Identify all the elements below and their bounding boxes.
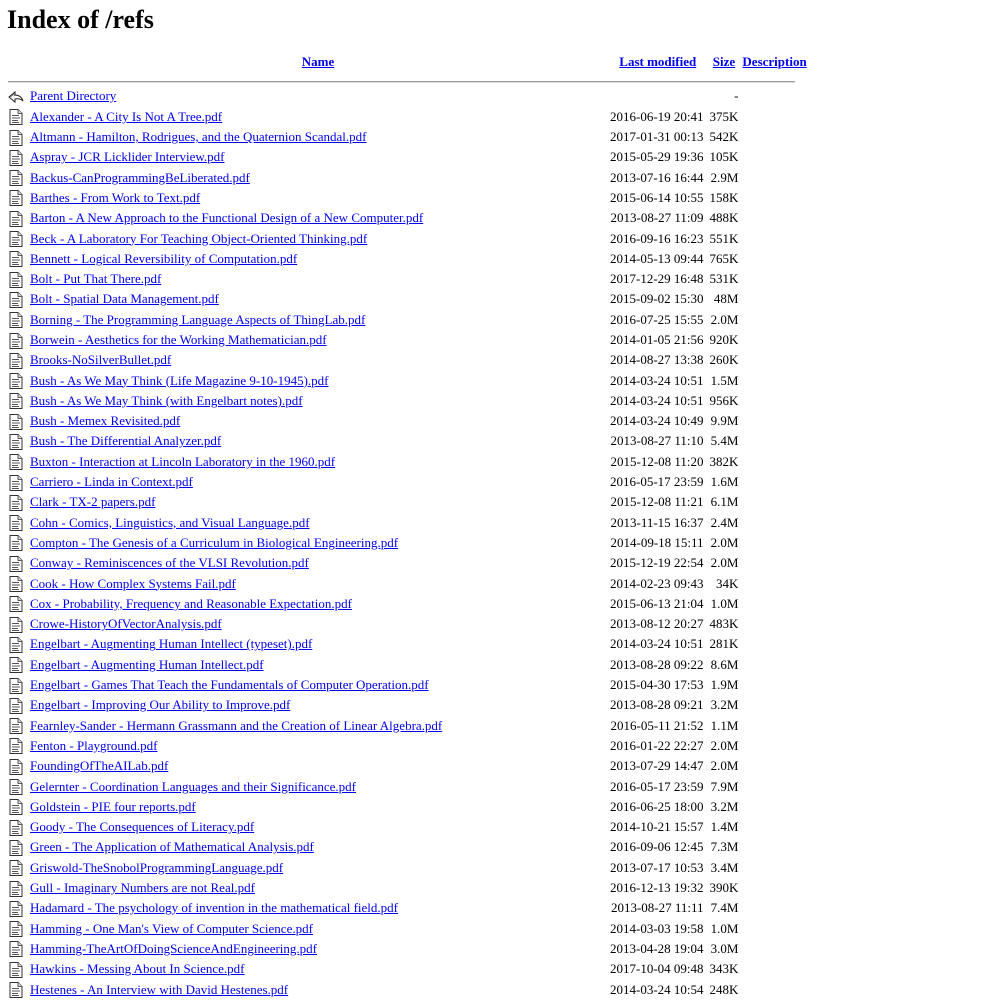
file-description [740, 370, 808, 390]
file-description [740, 736, 808, 756]
file-link[interactable]: Bush - As We May Think (with Engelbart notes).pdf [30, 392, 303, 408]
file-row [6, 837, 809, 857]
file-description [740, 695, 808, 715]
sort-by-modified-link[interactable]: Last modified [619, 54, 697, 70]
file-size: 920K [709, 332, 739, 347]
file-link[interactable]: Altmann - Hamilton, Rodrigues, and the Quaternion Scandal.pdf [30, 129, 367, 145]
file-size: 375K [709, 108, 739, 124]
file-row [6, 107, 809, 127]
file-description [740, 898, 808, 918]
document-icon [8, 211, 22, 227]
document-icon [8, 535, 22, 551]
document-icon [8, 576, 22, 592]
file-description [740, 411, 808, 431]
file-modified: 2016-09-16 16:23 [610, 230, 704, 246]
file-size: 1.0M [710, 595, 739, 611]
file-description [740, 391, 808, 411]
file-size: 3.2M [710, 798, 739, 814]
file-link[interactable]: Gull - Imaginary Numbers are not Real.pdf [30, 880, 255, 896]
file-modified: 2016-12-13 19:32 [610, 880, 704, 896]
file-description [740, 756, 808, 776]
file-row [6, 695, 809, 715]
description-column-header [740, 52, 808, 72]
file-row [6, 289, 809, 309]
file-size: 2.0M [710, 737, 739, 753]
file-size: 542K [709, 129, 739, 145]
file-row [6, 614, 809, 634]
file-row [6, 513, 809, 533]
document-icon [8, 251, 22, 267]
file-link[interactable]: Hadamard - The psychology of invention in the mathematical field.pdf [30, 900, 398, 916]
file-modified: 2015-12-19 22:54 [610, 555, 704, 571]
file-description [740, 208, 808, 228]
file-row [6, 858, 809, 878]
file-link[interactable]: Compton - The Genesis of a Curriculum in Biological Engineering.pdf [30, 534, 399, 550]
document-icon [8, 150, 22, 166]
file-link[interactable]: Hamming - One Man's View of Computer Science.pdf [30, 920, 313, 936]
file-modified: 2013-07-29 14:47 [610, 758, 704, 774]
file-size: 7.9M [710, 778, 739, 794]
document-icon [8, 840, 22, 856]
document-icon [8, 941, 22, 957]
file-link[interactable]: Green - The Application of Mathematical Analysis.pdf [30, 839, 314, 855]
file-description [740, 939, 808, 959]
file-modified: 2014-03-24 10:51 [610, 372, 704, 388]
document-icon [8, 678, 22, 694]
document-icon [8, 881, 22, 897]
file-row [6, 391, 809, 411]
file-size: 531K [709, 271, 739, 287]
document-icon [8, 393, 22, 409]
document-icon [8, 901, 22, 917]
file-description [740, 837, 808, 857]
file-link[interactable]: Engelbart - Augmenting Human Intellect.pdf [30, 656, 264, 672]
file-size: 7.4M [710, 900, 739, 916]
file-modified: 2013-08-28 09:22 [610, 656, 704, 672]
file-modified: 2013-08-28 09:21 [610, 697, 704, 713]
file-size: 765K [709, 250, 739, 266]
document-icon [8, 333, 22, 349]
file-modified: 2013-08-27 11:11 [610, 900, 704, 916]
document-icon [8, 698, 22, 714]
file-modified: 2014-08-27 13:38 [610, 352, 704, 368]
file-size: 34K [716, 575, 739, 591]
header-row [6, 52, 809, 72]
file-size: 488K [709, 210, 739, 226]
sort-by-name-link[interactable]: Name [301, 54, 335, 70]
file-link[interactable]: FoundingOfTheAILab.pdf [30, 758, 169, 774]
file-modified: 2016-05-17 23:59 [610, 778, 704, 794]
name-column-header [28, 52, 608, 72]
document-icon [8, 596, 22, 612]
file-size: 382K [709, 453, 739, 469]
file-row [6, 208, 809, 228]
file-description [740, 431, 808, 451]
file-modified: 2016-05-11 21:52 [610, 717, 704, 733]
file-modified: 2015-09-02 15:30 [610, 291, 704, 307]
file-link[interactable]: Beck - A Laboratory For Teaching Object-Oriented Thinking.pdf [30, 230, 368, 246]
file-modified: 2014-03-24 10:51 [610, 636, 704, 652]
parent-directory-link[interactable]: Parent Directory [30, 88, 117, 104]
file-size: 551K [709, 230, 739, 246]
file-link[interactable]: Conway - Reminiscences of the VLSI Revolution.pdf [30, 555, 309, 571]
file-description [740, 228, 808, 248]
file-size: 2.0M [710, 311, 739, 327]
file-size: 2.4M [710, 514, 739, 530]
file-description [740, 167, 808, 187]
file-size: 158K [709, 189, 739, 205]
file-link[interactable]: Hamming-TheArtOfDoingScienceAndEngineering.pdf [30, 940, 318, 956]
file-row [6, 127, 809, 147]
file-row [6, 736, 809, 756]
file-description [740, 776, 808, 796]
file-modified: 2017-01-31 00:13 [610, 129, 704, 145]
file-modified: 2014-01-05 21:56 [610, 332, 704, 347]
document-icon [8, 312, 22, 328]
file-link[interactable]: Engelbart - Augmenting Human Intellect (typeset).pdf [30, 636, 313, 652]
document-icon [8, 657, 22, 673]
file-modified: 2014-03-24 10:51 [610, 392, 704, 408]
document-icon [8, 272, 22, 288]
file-row [6, 797, 809, 817]
file-size: 2.0M [710, 758, 739, 774]
file-row [6, 167, 809, 187]
file-link[interactable]: Clark - TX-2 papers.pdf [30, 494, 156, 510]
file-modified: 2016-09-06 12:45 [610, 839, 704, 855]
page-title: Index of /refs [7, 5, 154, 34]
file-modified: 2014-03-03 19:58 [610, 920, 704, 936]
file-size: 260K [709, 352, 739, 368]
file-link[interactable]: Bolt - Put That There.pdf [30, 271, 162, 287]
file-size: 8.6M [710, 656, 739, 672]
file-modified: 2015-12-08 11:20 [610, 453, 704, 469]
file-modified: 2014-05-13 09:44 [610, 250, 704, 266]
file-modified: 2015-05-29 19:36 [610, 149, 704, 165]
file-link[interactable]: Crowe-HistoryOfVectorAnalysis.pdf [30, 616, 222, 632]
file-row [6, 310, 809, 330]
modified-column-header [608, 52, 708, 72]
file-modified: 2015-06-14 10:55 [610, 189, 704, 205]
file-description [740, 817, 808, 837]
document-icon [8, 454, 22, 470]
file-description [740, 452, 808, 472]
file-row [6, 594, 809, 614]
file-description [740, 797, 808, 817]
file-size: 1.1M [710, 717, 739, 733]
file-description [740, 127, 808, 147]
document-icon [8, 353, 22, 369]
file-modified: 2014-02-23 09:43 [610, 575, 704, 591]
file-listing-table [6, 52, 809, 1000]
file-row [6, 228, 809, 248]
file-link[interactable]: Fenton - Playground.pdf [30, 737, 158, 753]
file-link[interactable]: Borwein - Aesthetics for the Working Mathematician.pdf [30, 332, 327, 347]
file-modified: 2014-09-18 15:11 [610, 534, 704, 550]
file-link[interactable]: Hestenes - An Interview with David Hestenes.pdf [30, 981, 289, 997]
file-size: 3.0M [710, 940, 739, 956]
file-size: 1.6M [710, 474, 739, 490]
document-icon [8, 820, 22, 836]
file-size: 3.2M [710, 697, 739, 713]
file-modified: 2013-11-15 16:37 [610, 514, 704, 530]
file-link[interactable]: Bush - As We May Think (Life Magazine 9-10-1945).pdf [30, 372, 329, 388]
file-description [740, 289, 808, 309]
document-icon [8, 130, 22, 146]
file-description [740, 330, 808, 350]
file-description [740, 878, 808, 898]
file-size: 7.3M [710, 839, 739, 855]
file-row [6, 147, 809, 167]
file-size: 5.4M [710, 433, 739, 449]
icon-column-header [6, 52, 28, 72]
file-description [740, 350, 808, 370]
file-row [6, 188, 809, 208]
file-row [6, 472, 809, 492]
file-size: 6.1M [710, 494, 739, 510]
file-link[interactable]: Backus-CanProgrammingBeLiberated.pdf [30, 169, 250, 185]
file-size: 483K [709, 616, 739, 632]
file-link[interactable]: Carriero - Linda in Context.pdf [30, 474, 193, 490]
file-row [6, 756, 809, 776]
file-size: 956K [709, 392, 739, 408]
file-link[interactable]: Bush - Memex Revisited.pdf [30, 413, 181, 429]
document-icon [8, 799, 22, 815]
size-column-header [708, 52, 741, 72]
file-link[interactable]: Bolt - Spatial Data Management.pdf [30, 291, 219, 307]
sort-by-size-link[interactable]: Size [712, 54, 736, 70]
file-row [6, 411, 809, 431]
file-description [740, 918, 808, 938]
file-modified: 2014-10-21 15:57 [610, 819, 704, 835]
file-size: 1.4M [710, 819, 739, 835]
file-row [6, 634, 809, 654]
file-description [740, 979, 808, 999]
file-modified: 2014-03-24 10:54 [610, 981, 704, 997]
file-size: 1.9M [710, 677, 739, 693]
file-description [740, 716, 808, 736]
file-link[interactable]: Gelernter - Coordination Languages and their Significance.pdf [30, 778, 356, 794]
file-row [6, 533, 809, 553]
file-modified: 2013-08-27 11:10 [610, 433, 704, 449]
file-row [6, 269, 809, 289]
file-size: 343K [709, 961, 739, 977]
file-size: 2.9M [710, 169, 739, 185]
file-row [6, 776, 809, 796]
file-row [6, 249, 809, 269]
document-icon [8, 556, 22, 572]
document-icon [8, 860, 22, 876]
file-row [6, 655, 809, 675]
file-description [740, 594, 808, 614]
file-modified: 2013-08-12 20:27 [610, 616, 704, 632]
file-modified: 2014-03-24 10:49 [610, 413, 704, 429]
file-row [6, 573, 809, 593]
file-description [740, 614, 808, 634]
document-icon [8, 292, 22, 308]
file-row [6, 817, 809, 837]
document-icon [8, 617, 22, 633]
file-modified: 2017-12-29 16:48 [610, 271, 704, 287]
file-row [6, 431, 809, 451]
file-row [6, 452, 809, 472]
document-icon [8, 414, 22, 430]
file-link[interactable]: Engelbart - Improving Our Ability to Improve.pdf [30, 697, 291, 713]
parent-size: - [734, 88, 739, 104]
document-icon [8, 231, 22, 247]
file-link[interactable]: Griswold-TheSnobolProgrammingLanguage.pdf [30, 859, 284, 875]
file-description [740, 533, 808, 553]
file-link[interactable]: Alexander - A City Is Not A Tree.pdf [30, 108, 223, 124]
file-size: 2.0M [710, 534, 739, 550]
file-description [740, 249, 808, 269]
file-description [740, 553, 808, 573]
file-size: 105K [709, 149, 739, 165]
file-modified: 2016-05-17 23:59 [610, 474, 704, 490]
file-link[interactable]: Barthes - From Work to Text.pdf [30, 189, 201, 205]
file-row [6, 918, 809, 938]
document-icon [8, 515, 22, 531]
file-modified: 2013-07-16 16:44 [610, 169, 704, 185]
file-size: 1.0M [710, 920, 739, 936]
file-row [6, 959, 809, 979]
header-divider [8, 81, 795, 83]
file-modified: 2016-07-25 15:55 [610, 311, 704, 327]
file-link[interactable]: Cox - Probability, Frequency and Reasonable Expectation.pdf [30, 595, 352, 611]
file-description [740, 858, 808, 878]
file-description [740, 959, 808, 979]
file-modified: 2013-04-28 19:04 [610, 940, 704, 956]
header-divider-row [6, 72, 809, 86]
document-icon [8, 718, 22, 734]
document-icon [8, 982, 22, 998]
file-link[interactable]: Buxton - Interaction at Lincoln Laboratory in the 1960.pdf [30, 453, 336, 469]
document-icon [8, 962, 22, 978]
file-description [740, 188, 808, 208]
file-row [6, 370, 809, 390]
file-modified: 2016-01-22 22:27 [610, 737, 704, 753]
file-link[interactable]: Hawkins - Messing About In Science.pdf [30, 961, 245, 977]
file-modified: 2016-06-25 18:00 [610, 798, 704, 814]
document-icon [8, 109, 22, 125]
file-description [740, 655, 808, 675]
file-link[interactable]: Engelbart - Games That Teach the Fundamentals of Computer Operation.pdf [30, 677, 429, 693]
file-size: 390K [709, 880, 739, 896]
file-description [740, 675, 808, 695]
file-row [6, 716, 809, 736]
document-icon [8, 921, 22, 937]
file-description [740, 107, 808, 127]
file-link[interactable]: Fearnley-Sander - Hermann Grassmann and the Creation of Linear Algebra.pdf [30, 717, 443, 733]
file-modified: 2016-06-19 20:41 [610, 108, 704, 124]
document-icon [8, 759, 22, 775]
file-size: 2.0M [710, 555, 739, 571]
file-modified: 2015-06-13 21:04 [610, 595, 704, 611]
file-link[interactable]: Cook - How Complex Systems Fail.pdf [30, 575, 236, 591]
file-row [6, 979, 809, 999]
file-description [740, 310, 808, 330]
file-link[interactable]: Barton - A New Approach to the Functional Design of a New Computer.pdf [30, 210, 424, 226]
document-icon [8, 170, 22, 186]
file-description [740, 472, 808, 492]
parent-directory-row [6, 86, 809, 106]
file-size: 248K [709, 981, 739, 997]
document-icon [8, 373, 22, 389]
file-description [740, 492, 808, 512]
file-row [6, 492, 809, 512]
file-size: 48M [713, 291, 739, 307]
file-modified: 2017-10-04 09:48 [610, 961, 704, 977]
file-link[interactable]: Bush - The Differential Analyzer.pdf [30, 433, 222, 449]
back-arrow-icon [8, 89, 22, 105]
file-modified: 2015-04-30 17:53 [610, 677, 704, 693]
document-icon [8, 637, 22, 653]
file-link[interactable]: Borning - The Programming Language Aspects of ThingLab.pdf [30, 311, 366, 327]
sort-by-description-link[interactable]: Description [742, 54, 807, 70]
document-icon [8, 190, 22, 206]
file-link[interactable]: Bennett - Logical Reversibility of Computation.pdf [30, 250, 298, 266]
document-icon [8, 475, 22, 491]
document-icon [8, 779, 22, 795]
document-icon [8, 738, 22, 754]
file-link[interactable]: Cohn - Comics, Linguistics, and Visual Language.pdf [30, 514, 310, 530]
file-description [740, 634, 808, 654]
file-size: 281K [709, 636, 739, 652]
document-icon [8, 434, 22, 450]
file-row [6, 553, 809, 573]
file-modified: 2013-07-17 10:53 [610, 859, 704, 875]
file-row [6, 675, 809, 695]
file-row [6, 939, 809, 959]
file-size: 1.5M [710, 372, 739, 388]
file-link[interactable]: Goody - The Consequences of Literacy.pdf [30, 819, 255, 835]
file-description [740, 573, 808, 593]
file-link[interactable]: Goldstein - PIE four reports.pdf [30, 798, 196, 814]
file-row [6, 878, 809, 898]
file-description [740, 513, 808, 533]
file-link[interactable]: Aspray - JCR Licklider Interview.pdf [30, 149, 225, 165]
file-modified: 2013-08-27 11:09 [610, 210, 704, 226]
file-size: 3.4M [710, 859, 739, 875]
file-row [6, 350, 809, 370]
file-row [6, 898, 809, 918]
file-modified: 2015-12-08 11:21 [610, 494, 704, 510]
file-link[interactable]: Brooks-NoSilverBullet.pdf [30, 352, 172, 368]
file-description [740, 147, 808, 167]
file-description [740, 269, 808, 289]
file-size: 9.9M [710, 413, 739, 429]
file-row [6, 330, 809, 350]
document-icon [8, 495, 22, 511]
